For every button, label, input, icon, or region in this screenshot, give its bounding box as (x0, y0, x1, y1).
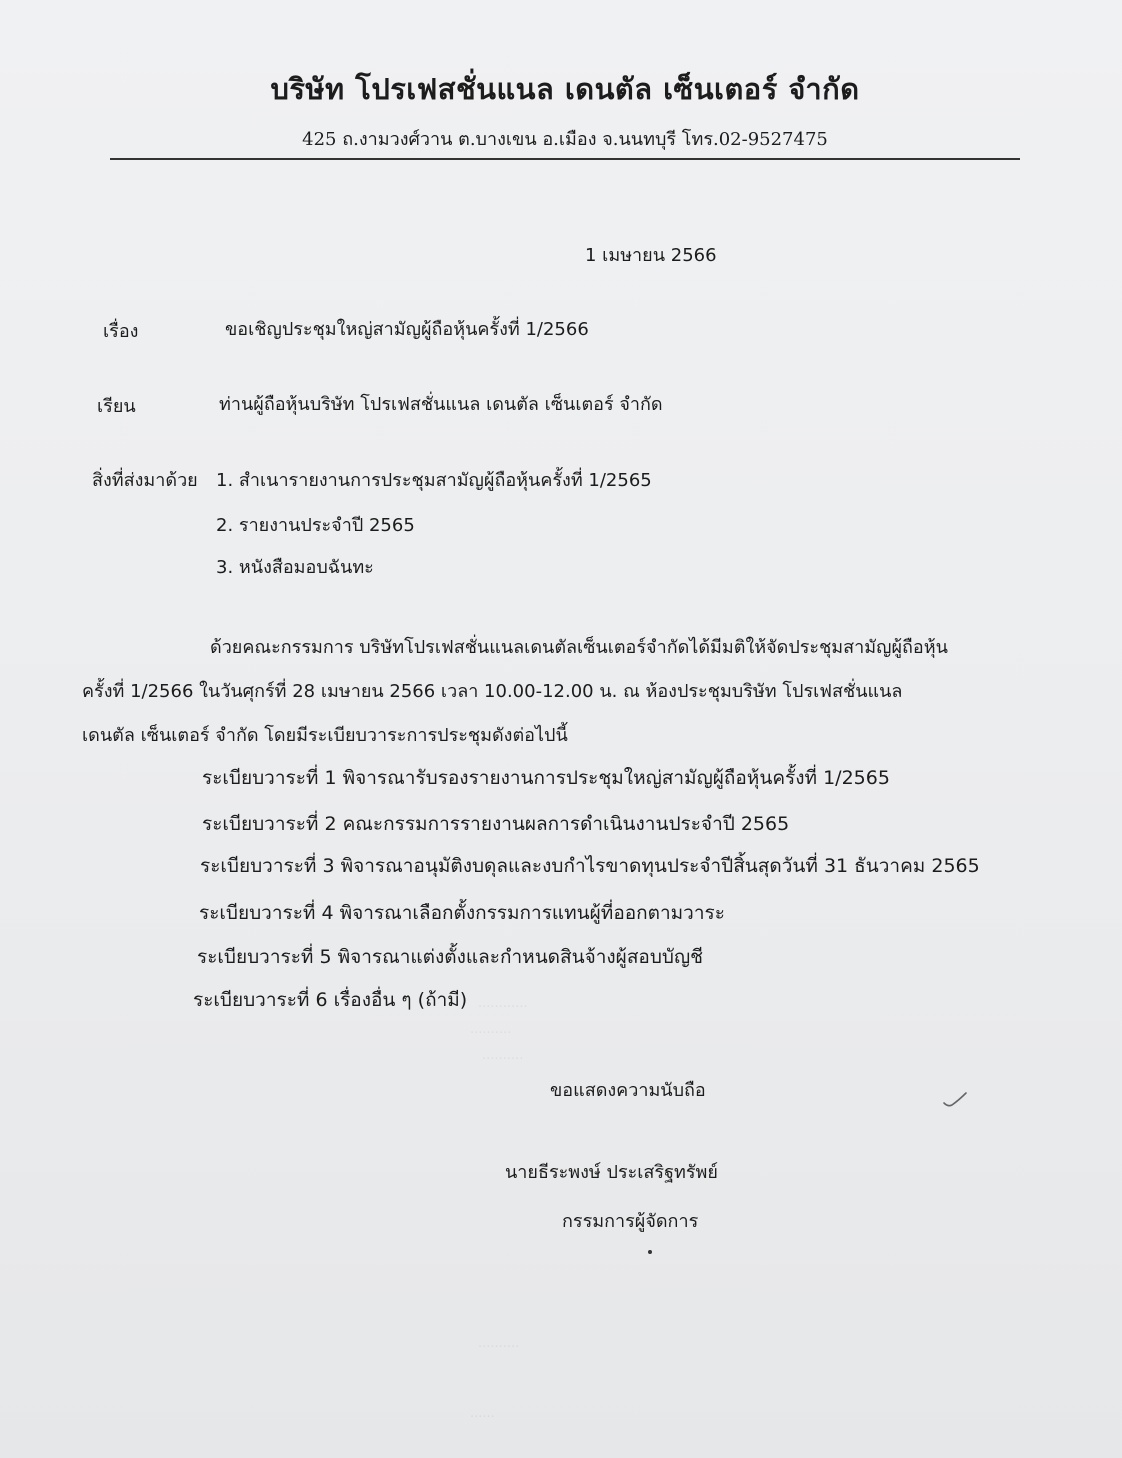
signer-title: กรรมการผู้จัดการ (562, 1211, 699, 1232)
recipient-text: ท่านผู้ถือหุ้นบริษัท โปรเฟสชั่นแนล เดนตัล เซ็นเตอร์ จำกัด (219, 394, 663, 415)
agenda-item: ระเบียบวาระที่ 4 พิจารณาเลือกตั้งกรรมการแทนผู้ที่ออกตามวาระ (199, 902, 725, 924)
bleed-through-mark: ······ (470, 1410, 495, 1425)
agenda-item: ระเบียบวาระที่ 6 เรื่องอื่น ๆ (ถ้ามี) (193, 989, 468, 1011)
company-address: 425 ถ.งามวงศ์วาน ต.บางเขน อ.เมือง จ.นนทบุรี โทร.02-9527475 (302, 129, 828, 150)
agenda-item: ระเบียบวาระที่ 2 คณะกรรมการรายงานผลการดำเนินงานประจำปี 2565 (202, 813, 790, 835)
body-paragraph-line: ครั้งที่ 1/2566 ในวันศุกร์ที่ 28 เมษายน 2566 เวลา 10.00-12.00 น. ณ ห้องประชุมบริษัท โปรเฟสชั่นแนล (82, 681, 903, 702)
ink-dot (648, 1250, 652, 1254)
enclosure-item: 2. รายงานประจำปี 2565 (216, 515, 415, 536)
agenda-item: ระเบียบวาระที่ 5 พิจารณาแต่งตั้งและกำหนดสินจ้างผู้สอบบัญชี (197, 946, 704, 968)
enclosures-label: สิ่งที่ส่งมาด้วย (92, 470, 198, 491)
enclosure-item: 3. หนังสือมอบฉันทะ (216, 557, 374, 578)
recipient-label: เรียน (97, 396, 136, 417)
bleed-through-mark: ·········· (482, 1052, 524, 1067)
subject-label: เรื่อง (103, 321, 139, 342)
agenda-item: ระเบียบวาระที่ 1 พิจารณารับรองรายงานการประชุมใหญ่สามัญผู้ถือหุ้นครั้งที่ 1/2565 (202, 767, 890, 789)
closing-salutation: ขอแสดงความนับถือ (550, 1080, 706, 1101)
agenda-item: ระเบียบวาระที่ 3 พิจารณาอนุมัติงบดุลและงบกำไรขาดทุนประจำปีสิ้นสุดวันที่ 31 ธันวาคม 2565 (200, 855, 980, 877)
header-divider (110, 158, 1020, 160)
enclosure-item: 1. สำเนารายงานการประชุมสามัญผู้ถือหุ้นครั้งที่ 1/2565 (216, 470, 652, 491)
letter-date: 1 เมษายน 2566 (585, 245, 717, 266)
bleed-through-mark: ············ (478, 1000, 528, 1015)
body-paragraph-line: ด้วยคณะกรรมการ บริษัทโปรเฟสชั่นแนลเดนตัลเซ็นเตอร์จำกัดได้มีมติให้จัดประชุมสามัญผู้ถือหุ้น (210, 637, 948, 658)
bleed-through-mark: ·········· (478, 1340, 520, 1355)
bleed-through-mark: ·········· (470, 1026, 512, 1041)
signer-name: นายธีระพงษ์ ประเสริฐทรัพย์ (505, 1162, 718, 1183)
body-paragraph-line: เดนตัล เซ็นเตอร์ จำกัด โดยมีระเบียบวาระการประชุมดังต่อไปนี้ (82, 725, 568, 746)
pen-tick-mark (942, 1090, 968, 1108)
company-name: บริษัท โปรเฟสชั่นแนล เดนตัล เซ็นเตอร์ จำกัด (270, 72, 860, 106)
subject-text: ขอเชิญประชุมใหญ่สามัญผู้ถือหุ้นครั้งที่ 1/2566 (225, 319, 589, 340)
